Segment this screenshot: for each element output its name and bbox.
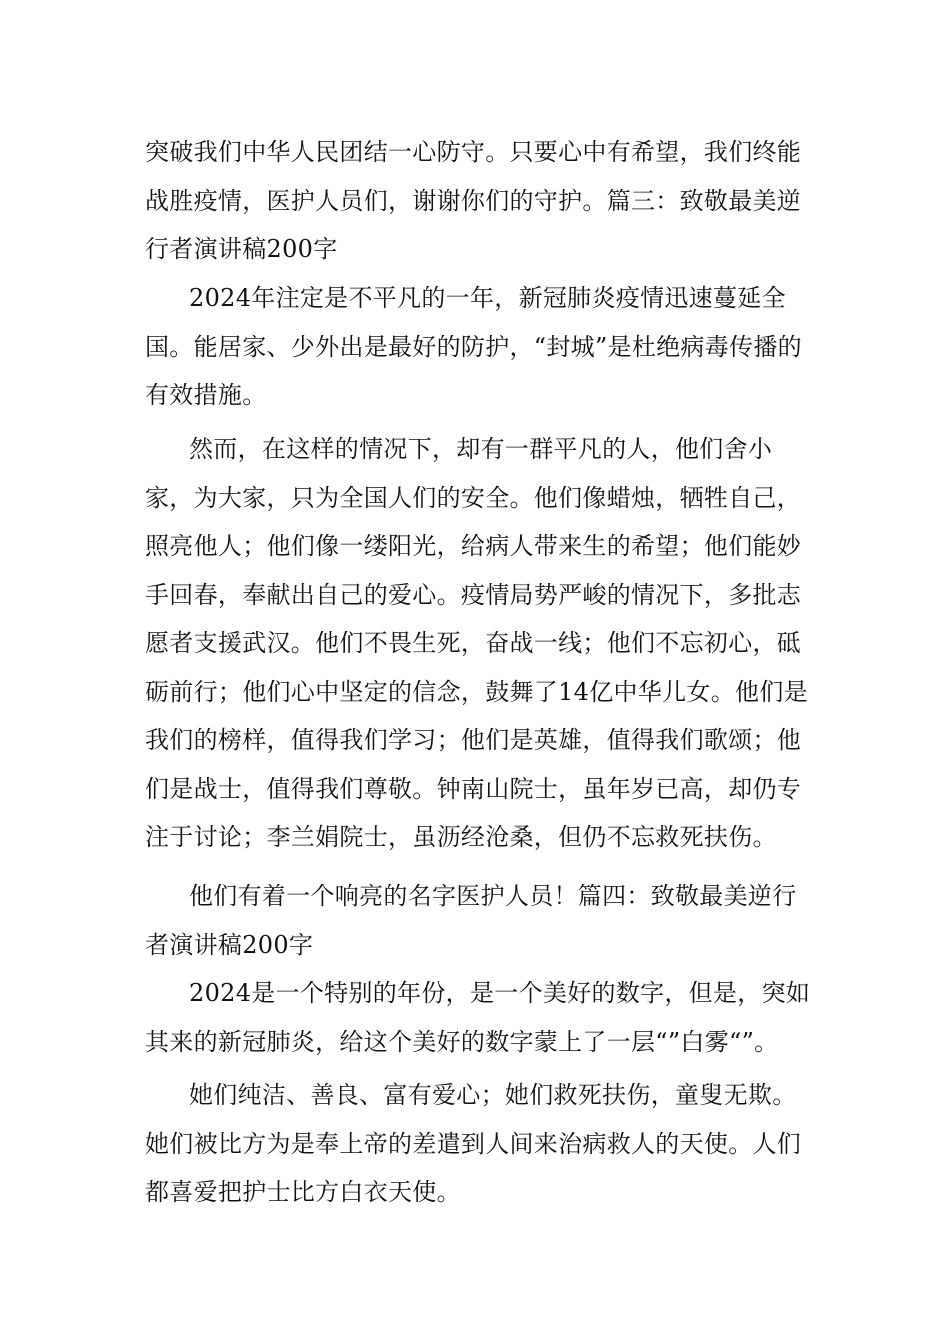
paragraph-4: 他们有着一个响亮的名字医护人员！篇四：致敬最美逆行者演讲稿200字 [145,882,797,959]
paragraph-2: 2024年注定是不平凡的一年，新冠肺炎疫情迅速蔓延全国。能居家、少外出是最好的防护，“封城”是杜绝病毒传播的有效措施。 [145,284,802,409]
paragraph-6: 她们纯洁、善良、富有爱心；她们救死扶伤，童叟无欺。她们被比方为是奉上帝的差遣到人间来治病救人的天使。人们都喜爱把护士比方白衣天使。 [145,1081,802,1206]
paragraph-3: 然而，在这样的情况下，却有一群平凡的人，他们舍小家，为大家，只为全国人们的安全。他们像蜡烛，牺牲自己，照亮他人；他们像一缕阳光，给病人带来生的希望；他们能妙手回春，奉献出自己的爱心。疫情局势严峻的情况下，多批志愿者支援武汉。他们不畏生死，奋战一线；他们不忘初心，砥砺前行；他们心中坚定的信念，鼓舞了14亿中华儿女。他们是我们的榜样，值得我们学习；他们是英雄，值得我们歌颂；他们是战士，值得我们尊敬。钟南山院士，虽年岁已高，却仍专注于讨论；李兰娟院士，虽沥经沧桑，但仍不忘救死扶伤。 [145,435,808,851]
paragraph-1: 突破我们中华人民团结一心防守。只要心中有希望，我们终能战胜疫情，医护人员们，谢谢你们的守护。篇三：致敬最美逆行者演讲稿200字 [145,138,802,263]
paragraph-5: 2024是一个特别的年份，是一个美好的数字，但是，突如其来的新冠肺炎，给这个美好的数字蒙上了一层“”白雾“”。 [145,979,811,1056]
